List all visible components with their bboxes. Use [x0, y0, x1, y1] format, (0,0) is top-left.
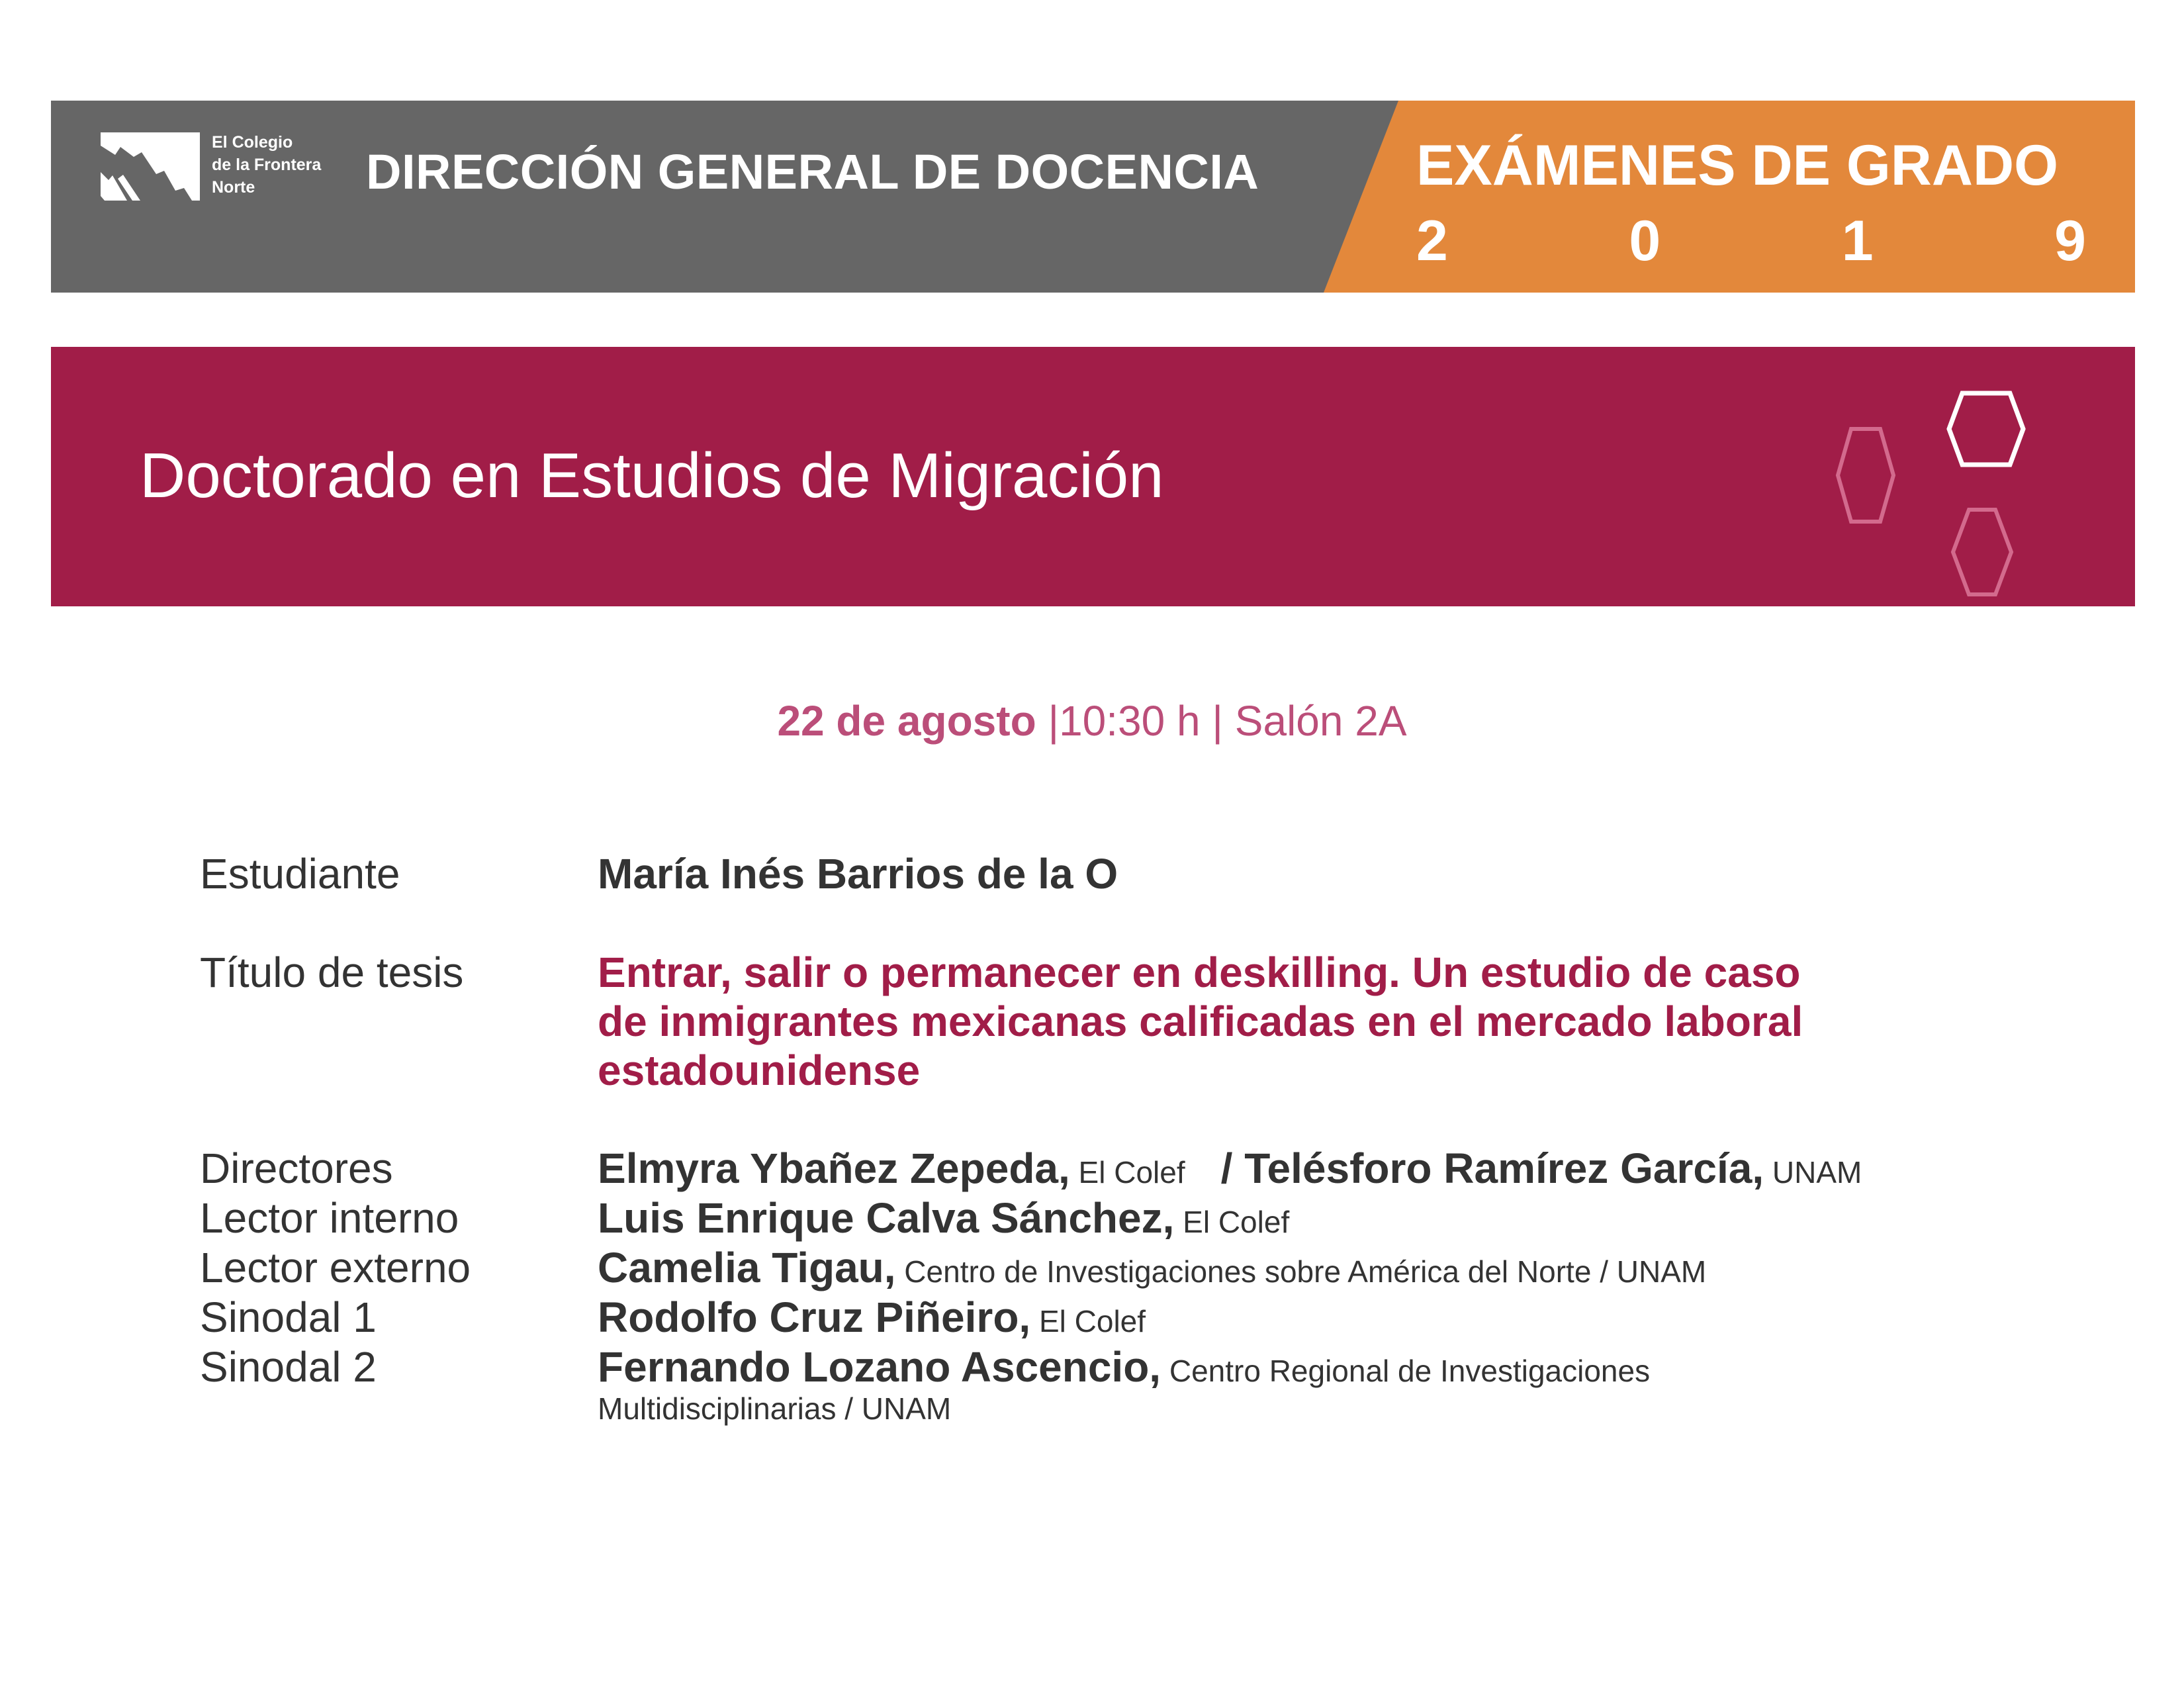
director-1-name: Elmyra Ybañez Zepeda, [598, 1145, 1070, 1192]
logo-text [212, 131, 321, 199]
exam-title: EXÁMENES DE GRADO [1416, 134, 2059, 197]
year-digit: 2 [1416, 209, 1448, 273]
sinodal-1-institution: El Colef [1030, 1304, 1146, 1338]
thesis-title [598, 948, 1803, 1095]
director-2-institution: UNAM [1764, 1155, 1862, 1190]
external-reader-name: Camelia Tigau, [598, 1244, 896, 1291]
program-banner [51, 347, 2135, 606]
hexagon-outline-pink-right [1953, 510, 2011, 594]
sinodal-1-label: Sinodal 1 [200, 1293, 377, 1341]
sinodal-1-name: Rodolfo Cruz Piñeiro, [598, 1293, 1031, 1341]
logo-line-1: El Colegio [212, 133, 293, 152]
thesis-line: Entrar, salir o permanecer en deskilling. Un estudio de caso [598, 949, 1801, 996]
exam-schedule [0, 694, 2184, 747]
internal-reader-name: Luis Enrique Calva Sánchez, [598, 1194, 1175, 1242]
director-1-institution: El Colef [1069, 1155, 1185, 1190]
hexagon-outline-pink-left [1838, 429, 1893, 522]
hexagon-outline-white [1949, 393, 2023, 465]
student-name-text: María Inés Barrios de la O [598, 850, 1118, 898]
sinodal-2-institution-continued: Multidisciplinarias / UNAM [598, 1391, 952, 1426]
internal-reader-value [598, 1193, 1289, 1246]
exam-time-room: |10:30 h | Salón 2A [1036, 697, 1407, 745]
sinodal-2-label: Sinodal 2 [200, 1343, 377, 1391]
colef-logo [101, 131, 326, 204]
director-2-name: / Telésforo Ramírez García, [1220, 1145, 1764, 1192]
exam-date: 22 de agosto [777, 697, 1036, 745]
directors-value [598, 1144, 1862, 1197]
year-digit: 9 [2054, 209, 2086, 273]
external-reader-label: Lector externo [200, 1244, 471, 1291]
sinodal-2-name: Fernando Lozano Ascencio, [598, 1343, 1161, 1391]
external-reader-institution: Centro de Investigaciones sobre América del Norte / UNAM [895, 1254, 1707, 1289]
sinodal-1-value [598, 1293, 1146, 1346]
colef-logo-icon [101, 132, 200, 201]
logo-line-2: de la Frontera [212, 156, 322, 174]
student-name [598, 849, 1118, 898]
sinodal-2-institution: Centro Regional de Investigaciones [1161, 1354, 1651, 1388]
sinodal-2-value [598, 1342, 1650, 1395]
thesis-label: Título de tesis [200, 949, 464, 996]
department-title: DIRECCIÓN GENERAL DE DOCENCIA [366, 144, 1259, 199]
student-label: Estudiante [200, 850, 400, 898]
thesis-line: estadounidense [598, 1047, 921, 1094]
internal-reader-label: Lector interno [200, 1194, 459, 1242]
exam-year [1416, 209, 2086, 273]
directors-label: Directores [200, 1145, 393, 1192]
program-title: Doctorado en Estudios de Migración [140, 440, 1164, 511]
hexagon-decoration-icon [1785, 360, 2076, 605]
external-reader-value [598, 1243, 1706, 1296]
year-digit: 0 [1629, 209, 1661, 273]
thesis-line: de inmigrantes mexicanas calificadas en el mercado laboral [598, 998, 1803, 1045]
year-digit: 1 [1841, 209, 1874, 273]
internal-reader-institution: El Colef [1174, 1205, 1290, 1239]
logo-line-3: Norte [212, 178, 255, 197]
